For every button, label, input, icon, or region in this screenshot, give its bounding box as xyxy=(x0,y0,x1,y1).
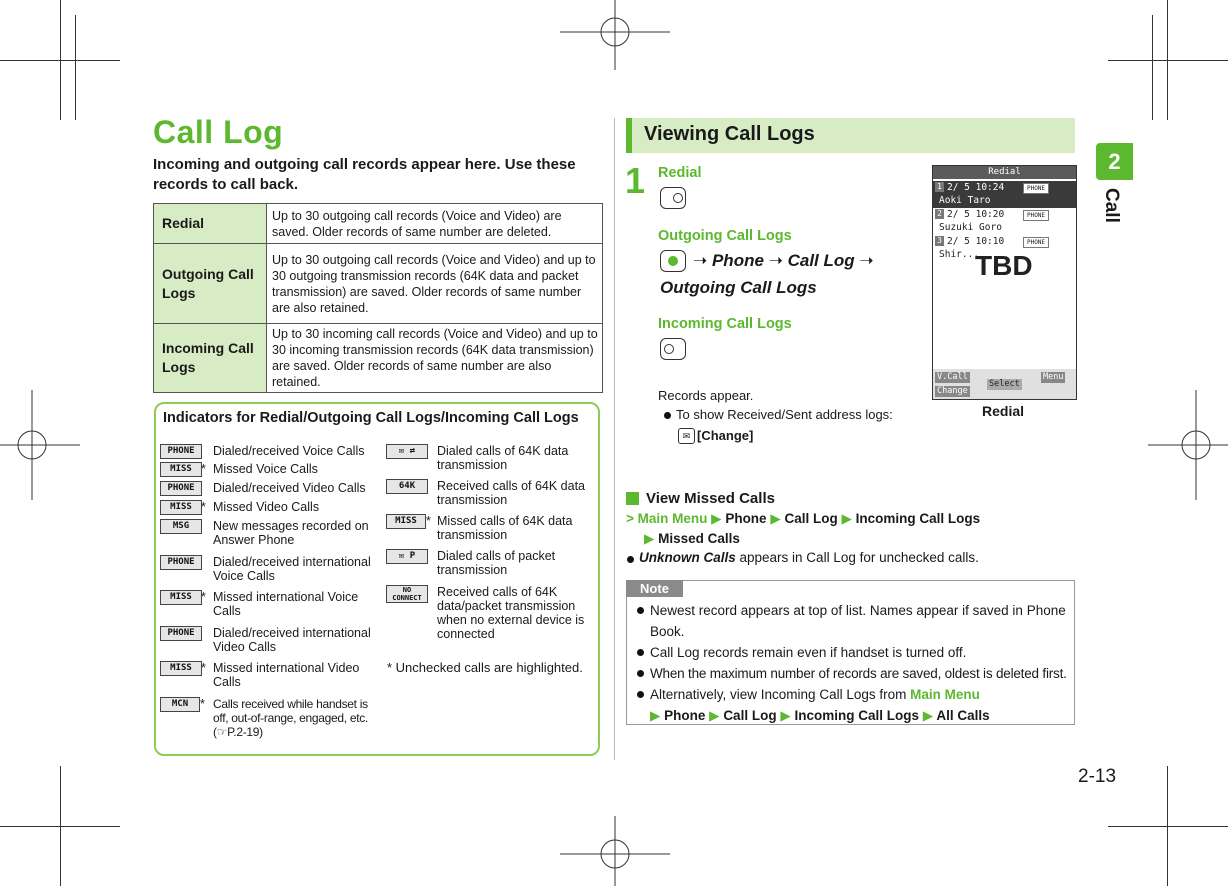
crop-mark xyxy=(1167,0,1168,120)
indicators-title: Indicators for Redial/Outgoing Call Logs/Incoming Call Logs xyxy=(163,410,579,426)
page-title: Call Log xyxy=(153,114,284,150)
section-title: Viewing Call Logs xyxy=(644,123,815,145)
change-softkey: [Change] xyxy=(697,428,754,443)
data-64k-icon: 64K xyxy=(386,479,428,494)
softkey-bar xyxy=(933,369,1076,399)
table-cell: Up to 30 incoming call records (Voice and Video) and up to 30 incoming transmission records (64K data transmission) are saved. Older records of same number are also retained. xyxy=(267,324,603,393)
outgoing-path: ➝ Phone ➝ Call Log ➝ xyxy=(693,251,874,270)
data-dial-icon: ✉ ⇄ xyxy=(386,444,428,459)
path-main-menu: Main Menu xyxy=(637,511,708,526)
alt-all-calls: All Calls xyxy=(936,708,990,723)
crop-mark xyxy=(60,0,61,120)
packet-dial-icon: ✉ P xyxy=(386,549,428,564)
indicator-text: Received calls of 64K data transmission xyxy=(437,479,586,507)
note-item: Call Log records remain even if handset is turned off. xyxy=(650,645,967,660)
tbd-placeholder: TBD xyxy=(975,250,1033,281)
column-divider xyxy=(614,118,615,760)
intl-missed-icon: MISS xyxy=(160,590,202,605)
path-missed-calls: Missed Calls xyxy=(658,531,740,546)
table-cell: Up to 30 outgoing call records (Voice and Video) are saved. Older records of same number are deleted. xyxy=(267,204,603,244)
select-softkey: Select xyxy=(989,379,1020,389)
star-mark: * xyxy=(201,462,206,476)
screen-title: Redial xyxy=(933,166,1076,179)
triangle-right-icon: ▶ xyxy=(711,511,726,526)
mail-key-icon: ✉ xyxy=(678,428,695,444)
indicator-text: Missed Video Calls xyxy=(213,500,320,514)
triangle-right-icon: ▶ xyxy=(770,511,785,526)
phone-icon: PHONE xyxy=(1023,237,1049,248)
list-item xyxy=(933,181,1076,208)
table-row xyxy=(154,204,603,244)
row-time: 2/ 5 10:10 xyxy=(947,236,1005,247)
indicator-text: Dialed/received Video Calls xyxy=(213,481,366,495)
note-alt-path xyxy=(650,705,990,726)
star-mark: * xyxy=(200,697,205,711)
intro-text: Incoming and outgoing call records appear here. Use these records to call back. xyxy=(153,156,576,193)
path-phone: Phone xyxy=(725,511,767,526)
path-incoming: Incoming Call Logs xyxy=(855,511,981,526)
unknown-calls-label: Unknown Calls xyxy=(639,550,736,565)
row-number: 2 xyxy=(935,209,944,219)
screen-caption: Redial xyxy=(982,403,1025,419)
video-phone-icon: PHONE xyxy=(160,481,202,496)
footnote: * Unchecked calls are highlighted. xyxy=(387,660,583,675)
missed-path xyxy=(626,511,980,527)
center-key-icon xyxy=(660,250,686,272)
star-mark: * xyxy=(426,514,431,528)
registration-mark-bottom xyxy=(560,816,670,886)
row-name: Aoki Taro xyxy=(939,195,991,206)
row-time: 2/ 5 10:20 xyxy=(947,209,1005,220)
page-number: 2-13 xyxy=(1078,766,1117,787)
registration-mark-right xyxy=(1148,390,1228,500)
indicator-text: Dialed calls of 64K data transmission xyxy=(437,444,569,472)
received-sent-text: To show Received/Sent address logs: xyxy=(676,407,893,422)
vcall-softkey: V.Call xyxy=(937,372,968,382)
indicator-text: Received calls of 64K data/packet transmission when no external device is connected xyxy=(437,585,585,641)
alt-text: Alternatively, view Incoming Call Logs from xyxy=(650,687,911,702)
left-key-icon xyxy=(660,338,686,360)
redial-label: Redial xyxy=(658,165,702,181)
indicator-text: Missed international Voice Calls xyxy=(213,590,359,618)
chevron-right-icon: > xyxy=(626,511,634,526)
row-number: 3 xyxy=(935,236,944,246)
triangle-right-icon: ▶ xyxy=(650,708,665,723)
indicator-text: Missed international Video Calls xyxy=(213,661,360,689)
indicator-text: Calls received while handset is off, out-of-range, engaged, etc. (☞P.2-19) xyxy=(213,697,368,739)
bullet-icon xyxy=(627,556,634,563)
right-key-icon xyxy=(660,187,686,209)
note-item: When the maximum number of records are saved, oldest is deleted first. xyxy=(650,666,1067,681)
row-name: Shir... xyxy=(939,249,980,260)
menu-softkey: Menu xyxy=(1043,372,1064,382)
indicator-text: Missed Voice Calls xyxy=(213,462,318,476)
star-mark: * xyxy=(201,500,206,514)
alt-incoming: Incoming Call Logs xyxy=(794,708,919,723)
indicator-text: Dialed calls of packet transmission xyxy=(437,549,556,577)
crop-mark xyxy=(1108,826,1228,827)
missed-path-end xyxy=(644,531,740,547)
table-header-cell: Redial xyxy=(154,204,267,244)
step-number: 1 xyxy=(625,160,646,201)
indicator-text: New messages recorded on Answer Phone xyxy=(213,519,369,547)
note-item-alternative xyxy=(650,684,1074,705)
indicator-text: Dialed/received international Video Calls xyxy=(213,626,371,654)
phone-screen xyxy=(932,165,1077,400)
triangle-right-icon: ▶ xyxy=(841,511,856,526)
bullet-icon xyxy=(664,412,671,419)
table-row xyxy=(154,244,603,324)
indicator-text: Dialed/received international Voice Calls xyxy=(213,555,371,583)
alt-main-menu: Main Menu xyxy=(910,687,980,702)
crop-mark xyxy=(1152,15,1153,120)
path-call-log: Call Log xyxy=(784,511,838,526)
alt-call-log: Call Log xyxy=(723,708,777,723)
triangle-right-icon: ▶ xyxy=(780,708,795,723)
note-tag: Note xyxy=(626,580,683,597)
table-cell: Up to 30 outgoing call records (Voice and Video) and up to 30 outgoing transmission records (64K data and packet transmission) are saved. Older records of same number are also retained. xyxy=(267,244,603,324)
crop-mark xyxy=(1167,766,1168,886)
phone-icon: PHONE xyxy=(1023,183,1049,194)
triangle-right-icon: ▶ xyxy=(644,531,659,546)
incoming-label: Incoming Call Logs xyxy=(658,316,792,332)
star-mark: * xyxy=(201,661,206,675)
intl-missed-video-icon: MISS xyxy=(160,661,202,676)
crop-mark xyxy=(75,15,76,120)
intl-phone-icon: PHONE xyxy=(160,555,202,570)
indicator-text: Missed calls of 64K data transmission xyxy=(437,514,573,542)
section-header-bar xyxy=(626,118,632,153)
bullet-icon xyxy=(637,649,644,656)
registration-mark-left xyxy=(0,390,80,500)
missed-title: View Missed Calls xyxy=(646,490,775,507)
missed-video-icon: MISS xyxy=(160,500,202,515)
bullet-icon xyxy=(637,607,644,614)
note-item: Newest record appears at top of list. Names appear if saved in Phone Book. xyxy=(650,603,1066,639)
list-item xyxy=(933,208,1076,235)
alt-phone: Phone xyxy=(664,708,706,723)
chapter-label: Call xyxy=(1101,188,1122,223)
missed-icon: MISS xyxy=(160,462,202,477)
crop-mark xyxy=(60,766,61,886)
crop-mark xyxy=(1108,60,1228,61)
intl-video-icon: PHONE xyxy=(160,626,202,641)
bullet-icon xyxy=(637,691,644,698)
bullet-icon xyxy=(637,670,644,677)
unknown-note xyxy=(639,550,979,565)
row-number: 1 xyxy=(935,182,944,192)
row-name: Suzuki Goro xyxy=(939,222,1002,233)
log-types-table xyxy=(153,203,603,393)
outgoing-label: Outgoing Call Logs xyxy=(658,228,792,244)
indicator-text: Dialed/received Voice Calls xyxy=(213,444,365,458)
data-missed-icon: MISS xyxy=(386,514,426,529)
row-time: 2/ 5 10:24 xyxy=(947,182,1005,193)
square-bullet-icon xyxy=(626,492,639,505)
phone-icon: PHONE xyxy=(1023,210,1049,221)
records-appear: Records appear. xyxy=(658,388,754,403)
no-connect-icon: NO CONNECT xyxy=(386,585,428,603)
table-header-cell: Outgoing Call Logs xyxy=(154,244,267,324)
triangle-right-icon: ▶ xyxy=(709,708,724,723)
mcn-icon: MCN xyxy=(160,697,200,712)
chapter-tab: 2 xyxy=(1096,143,1133,180)
phone-icon: PHONE xyxy=(160,444,202,459)
outgoing-path-end: Outgoing Call Logs xyxy=(660,278,817,297)
triangle-right-icon: ▶ xyxy=(922,708,937,723)
unknown-rest: appears in Call Log for unchecked calls. xyxy=(735,550,979,565)
table-row xyxy=(154,324,603,393)
registration-mark-top xyxy=(560,0,670,70)
change-softkey-label: Change xyxy=(937,386,968,396)
table-header-cell: Incoming Call Logs xyxy=(154,324,267,393)
star-mark: * xyxy=(201,590,206,604)
message-icon: MSG xyxy=(160,519,202,534)
